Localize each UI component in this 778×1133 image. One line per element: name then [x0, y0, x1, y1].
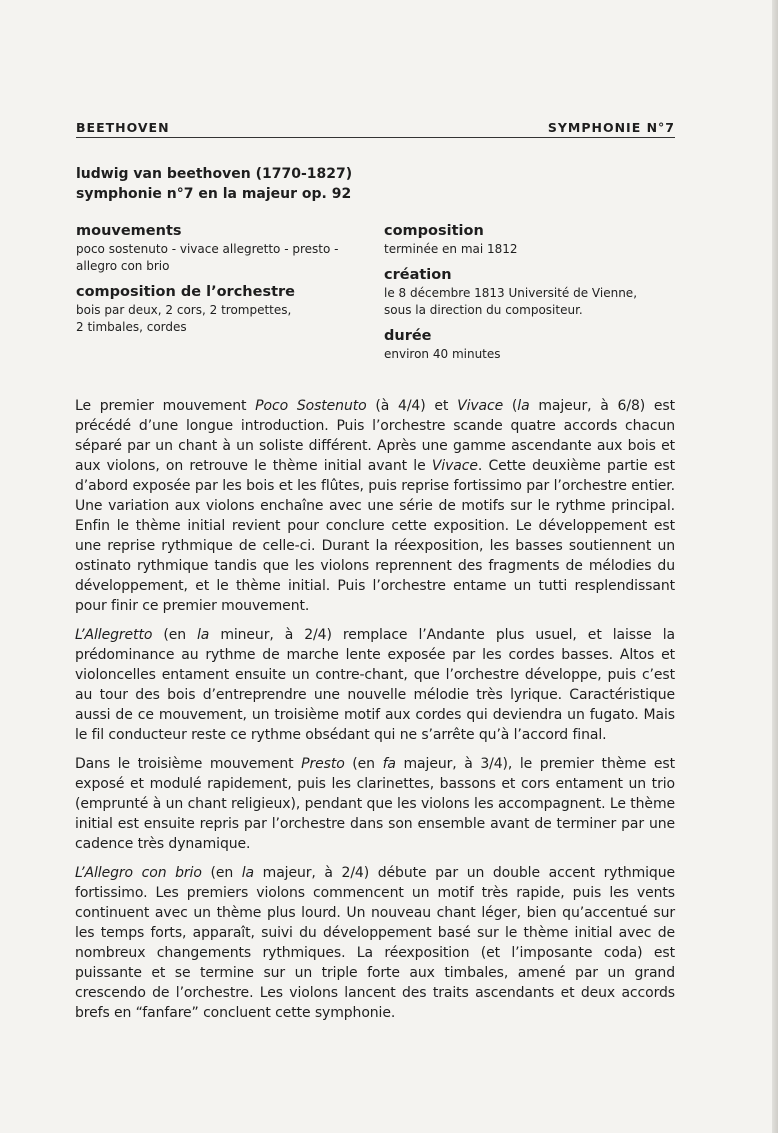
info-column-left [76, 222, 376, 336]
mouvements-line-1: poco sostenuto - vivace allegretto - presto - [76, 242, 339, 256]
running-header [76, 120, 675, 138]
creation-line-1: le 8 décembre 1813 Université de Vienne, [384, 286, 638, 300]
body-text [75, 396, 675, 1032]
work-titles [76, 164, 352, 204]
work-title: symphonie n°7 en la majeur op. 92 [76, 186, 352, 202]
paragraph-1: Le premier mouvement Poco Sostenuto (à 4/4) et Vivace (la majeur, à 6/8) est précédé d’une longue introduction. Puis l’orchestre scande quatre accords chacun séparé par un chant à un soliste différent. Après une gamme ascendante aux bois et aux violons, on retrouve le thème initial avant le Vivace. Cette deuxième partie est d’abord exposée par les bois et les flûtes, puis reprise fortissimo par l’orchestre entier. Une variation aux violons enchaîne avec une série de motifs sur le rythme principal. Enfin le thème initial revient pour conclure cette exposition. Le développement est une reprise rythmique de celle-ci. Durant la réexposition, les basses soutiennent un ostinato rythmique tandis que les violons reprennent des fragments de mélodies du développement, et le thème initial. Puis l’orchestre entame un tutti resplendissant pour finir ce premier mouvement. [75, 398, 675, 614]
scan-edge [772, 0, 778, 1133]
orchestre-heading: composition de l’orchestre [76, 284, 295, 300]
paragraph-3: Dans le troisième mouvement Presto (en fa majeur, à 3/4), le premier thème est exposé et modulé rapidement, puis les clarinettes, bassons et cors entament un trio (emprunté à un chant religieux), pendant que les violons les accompagnent. Le thème initial est ensuite repris par l’orchestre dans son ensemble avant de terminer par une cadence très dynamique. [75, 756, 675, 852]
paragraph-2: L’Allegretto (en la mineur, à 2/4) remplace l’Andante plus usuel, et laisse la prédominance au rythme de marche lente exposée par les cordes basses. Altos et violoncelles entament ensuite un contre-chant, que l’orchestre développe, puis c’est au tour des bois d’entreprendre une nouvelle mélodie très lyrique. Caractéristique aussi de ce mouvement, un troisième motif aux cordes qui deviendra un fugato. Mais le fil conducteur reste ce rythme obsédant qui ne s’arrête qu’à l’accord final. [75, 627, 675, 743]
mouvements-heading: mouvements [76, 223, 182, 239]
creation-heading: création [384, 267, 452, 283]
duree-text: environ 40 minutes [384, 347, 501, 361]
composer-title: ludwig van beethoven (1770-1827) [76, 166, 353, 182]
info-column-right [384, 222, 684, 363]
orchestre-line-2: 2 timbales, cordes [76, 320, 187, 334]
paragraph-4: L’Allegro con brio (en la majeur, à 2/4) débute par un double accent rythmique fortissimo. Les premiers violons commencent un motif très rapide, puis les vents continuent avec un thème plus lourd. Un nouveau chant léger, bien qu’accentué sur les temps forts, apparaît, suivi du développement basé sur le thème initial avec de nombreux changements rythmiques. La réexposition (et l’imposante coda) est puissante et se termine sur un triple forte aux timbales, amené par un grand crescendo de l’orchestre. Les violons lancent des traits ascendants et deux accords brefs en “fanfare” concluent cette symphonie. [75, 865, 676, 1021]
orchestre-line-1: bois par deux, 2 cors, 2 trompettes, [76, 303, 292, 317]
composition-text: terminée en mai 1812 [384, 242, 518, 256]
creation-line-2: sous la direction du compositeur. [384, 303, 583, 317]
mouvements-line-2: allegro con brio [76, 259, 170, 273]
header-composer: BEETHOVEN [76, 120, 170, 135]
duree-heading: durée [384, 328, 432, 344]
header-work: SYMPHONIE N°7 [547, 120, 675, 135]
composition-heading: composition [384, 223, 484, 239]
